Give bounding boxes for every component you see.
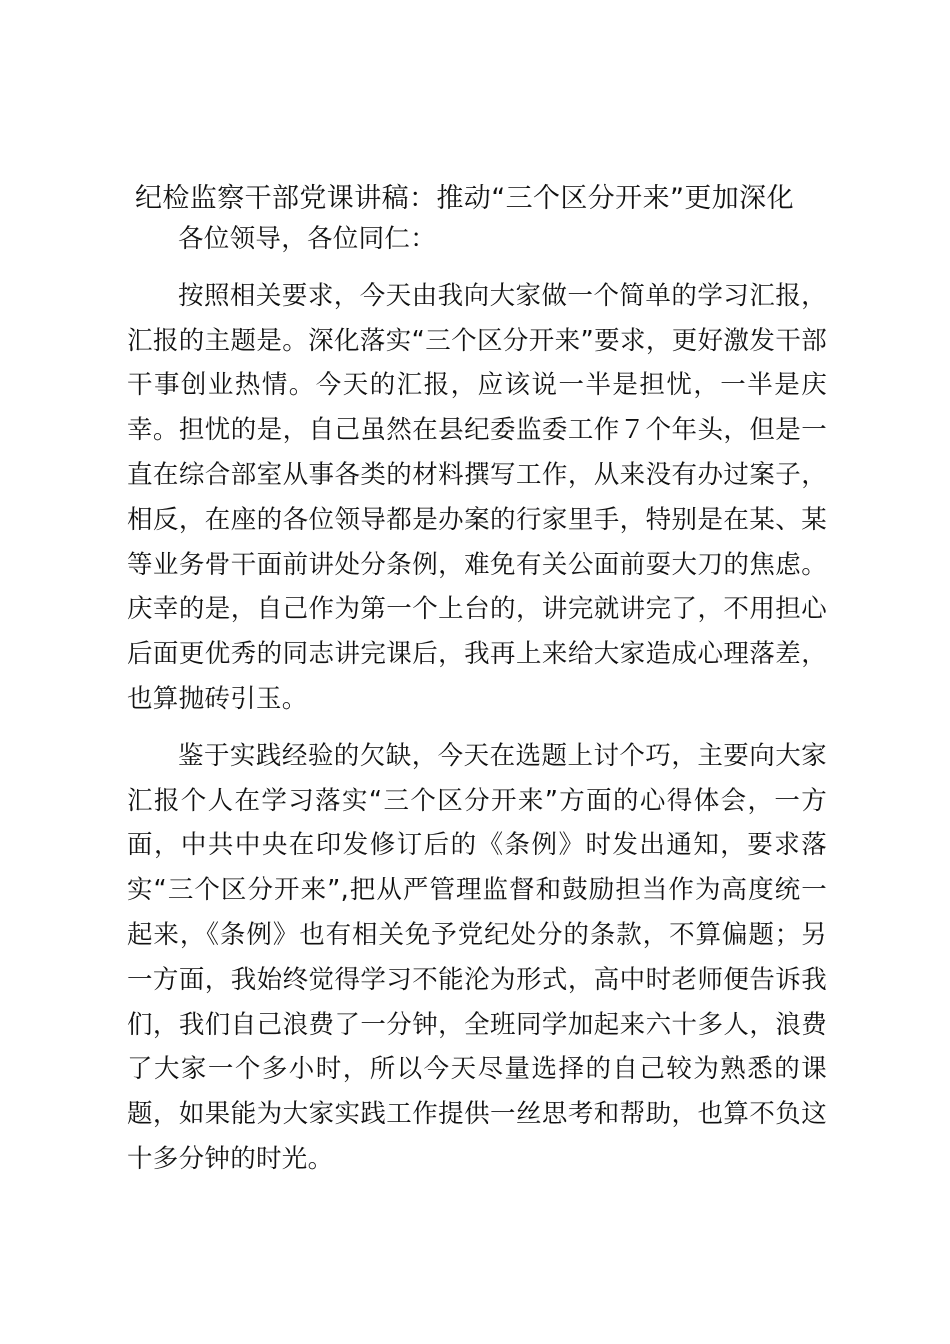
greeting: 各位领导，各位同仁：	[178, 224, 437, 254]
document-title: 纪检监察干部党课讲稿：推动“三个区分开来”更加深化	[135, 183, 794, 214]
document-body	[127, 173, 827, 1182]
paragraph-2: 鉴于实践经验的欠缺，今天在选题上讨个巧，主要向大家汇报个人在学习落实“三个区分开来”方面的心得体会，一方面，中共中央在印发修订后的《条例》时发出通知，要求落实“三个区分开来”,把从严管理监督和鼓励担当作为高度统一起来，《条例》也有相关免予党纪处分的条款，不算偏题；另一方面，我始终觉得学习不能沦为形式，高中时老师便告诉我们，我们自己浪费了一分钟，全班同学加起来六十多人，浪费了大家一个多小时，所以今天尽量选择的自己较为熟悉的课题，如果能为大家实践工作提供一丝思考和帮助，也算不负这十多分钟的时光。	[127, 740, 827, 1174]
paragraph-1: 按照相关要求，今天由我向大家做一个简单的学习汇报，汇报的主题是。深化落实“三个区分开来”要求，更好激发干部干事创业热情。今天的汇报，应该说一半是担忧，一半是庆幸。担忧的是，自己虽然在县纪委监委工作７个年头，但是一直在综合部室从事各类的材料撰写工作，从来没有办过案子，相反，在座的各位领导都是办案的行家里手，特别是在某、某等业务骨干面前讲处分条例，难免有关公面前耍大刀的焦虑。庆幸的是，自己作为第一个上台的，讲完就讲完了，不用担心后面更优秀的同志讲完课后，我再上来给大家造成心理落差，也算抛砖引玉。	[127, 280, 827, 714]
